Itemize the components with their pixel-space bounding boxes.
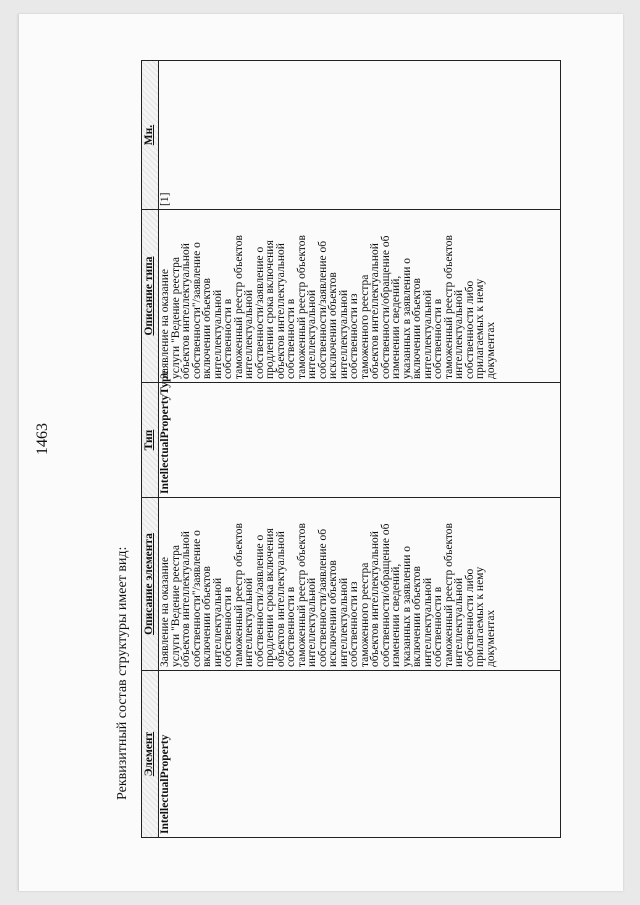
- description-line: объектов интеллектуальной: [180, 531, 192, 667]
- cell-type-description: [159, 210, 561, 383]
- description-line: интеллектуальной: [243, 577, 255, 667]
- description-line: таможенный реестр объектов: [442, 523, 455, 667]
- header-type-description: Описание типа: [142, 210, 159, 383]
- description-line: услуги "Ведение реестра: [169, 256, 182, 379]
- description-line: интеллектуальной: [211, 289, 224, 379]
- description-line: объектов интеллектуальной: [369, 531, 381, 667]
- description-line: Заявление на оказание: [159, 268, 171, 379]
- description-line: таможенный реестр объектов: [295, 235, 308, 379]
- header-element-description: Описание элемента: [142, 498, 159, 671]
- description-line: Заявление на оказание: [159, 556, 171, 667]
- cell-multiplicity: [1]: [159, 61, 561, 210]
- description-line: интеллектуальной: [243, 289, 255, 379]
- description-line: объектов интеллектуальной: [274, 243, 287, 379]
- description-line: интеллектуальной: [421, 289, 434, 379]
- description-line: услуги "Ведение реестра: [169, 544, 182, 667]
- description-line: изменении сведений,: [390, 275, 402, 379]
- description-line: объектов интеллектуальной: [274, 531, 287, 667]
- description-line: собственности/заявление о: [253, 246, 266, 379]
- description-line: собственности в: [285, 298, 297, 379]
- description-line: собственности"/заявление о: [190, 530, 203, 667]
- table-header-row: [142, 61, 159, 838]
- description-line: включении объектов: [411, 566, 423, 667]
- description-line: собственности из: [348, 581, 360, 667]
- description-line: собственности/заявление об: [316, 528, 329, 667]
- description-line: собственности/заявление об: [316, 240, 329, 379]
- description-line: документах: [484, 321, 497, 379]
- description-line: интеллектуальной: [421, 577, 434, 667]
- description-line: указанных в заявлении о: [400, 545, 413, 667]
- description-line: исключении объектов: [327, 560, 339, 667]
- description-line: интеллектуальной: [306, 577, 318, 667]
- description-line: собственности либо: [463, 280, 476, 379]
- description-line: собственности в: [222, 586, 234, 667]
- description-line: прилагаемых к нему: [474, 278, 486, 379]
- header-type: Тип: [142, 383, 159, 498]
- description-line: продлении срока включения: [264, 240, 276, 379]
- description-line: документах: [484, 609, 497, 667]
- cell-type: IntellectualPropertyType: [159, 383, 561, 498]
- description-line: продлении срока включения: [264, 528, 276, 667]
- structure-table-container: [141, 61, 561, 838]
- description-line: включении объектов: [411, 278, 423, 379]
- description-line: интеллектуальной: [211, 577, 224, 667]
- description-line: собственности в: [222, 298, 234, 379]
- description-line: интеллектуальной: [453, 577, 465, 667]
- description-line: собственности/заявление о: [253, 534, 266, 667]
- description-line: интеллектуальной: [453, 289, 465, 379]
- description-line: изменении сведений,: [390, 563, 402, 667]
- description-line: собственности"/заявление о: [190, 242, 203, 379]
- description-line: включении объектов: [201, 566, 213, 667]
- table-row: [159, 61, 561, 838]
- description-line: таможенный реестр объектов: [232, 235, 245, 379]
- description-line: интеллектуальной: [306, 289, 318, 379]
- description-line: указанных в заявлении о: [400, 257, 413, 379]
- cell-element: IntellectualProperty: [159, 671, 561, 838]
- header-multiplicity: Мн.: [142, 61, 159, 210]
- description-line: таможенного реестра: [358, 274, 371, 379]
- description-line: собственности либо: [463, 568, 476, 667]
- description-line: таможенный реестр объектов: [442, 235, 455, 379]
- description-line: собственности в: [432, 586, 444, 667]
- description-line: таможенного реестра: [358, 562, 371, 667]
- header-element: Элемент: [142, 671, 159, 838]
- description-line: таможенный реестр объектов: [232, 523, 245, 667]
- description-line: исключении объектов: [327, 272, 339, 379]
- description-line: собственности из: [348, 293, 360, 379]
- description-line: интеллектуальной: [337, 577, 350, 667]
- description-line: интеллектуальной: [337, 289, 350, 379]
- intro-text: Реквизитный состав структуры имеет вид:: [115, 546, 130, 800]
- description-line: собственности в: [432, 298, 444, 379]
- description-line: собственности/обращение об: [379, 235, 392, 379]
- description-line: собственности в: [285, 586, 297, 667]
- structure-table: [141, 60, 561, 838]
- description-line: включении объектов: [201, 278, 213, 379]
- description-line: прилагаемых к нему: [474, 566, 486, 667]
- description-line: объектов интеллектуальной: [180, 243, 192, 379]
- description-line: объектов интеллектуальной: [369, 243, 381, 379]
- cell-element-description: [159, 498, 561, 671]
- description-line: собственности/обращение об: [379, 523, 392, 667]
- description-line: таможенный реестр объектов: [295, 523, 308, 667]
- page-number: 1463: [34, 423, 51, 455]
